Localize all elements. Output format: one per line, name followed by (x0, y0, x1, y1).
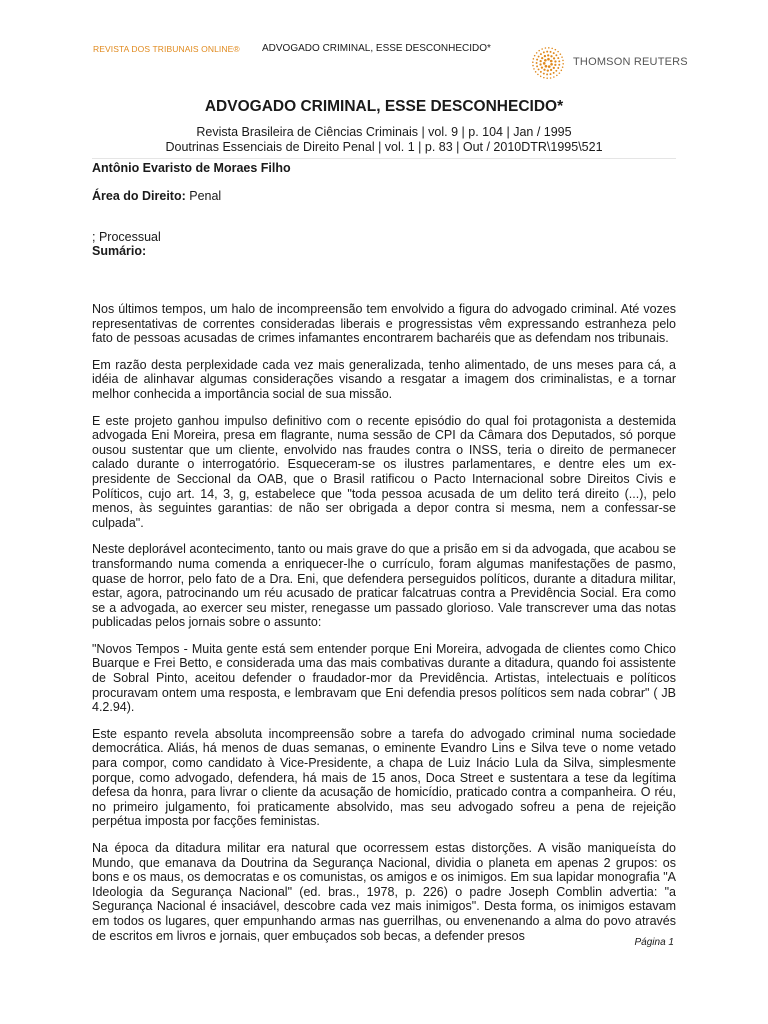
header-divider (92, 158, 676, 159)
author-name: Antônio Evaristo de Moraes Filho (92, 161, 291, 175)
area-processual: ; Processual (92, 230, 161, 244)
page-header (0, 0, 768, 90)
summary-heading: Sumário: (92, 244, 147, 258)
paragraph: Em razão desta perplexidade cada vez mais generalizada, tenho alimentado, de uns meses para cá, a idéia de alinhavar algumas considerações visando a resgatar a imagem dos criminalistas, e a tornar melhor conhecida a importância social de sua missão. (92, 357, 676, 401)
paragraph: Neste deplorável acontecimento, tanto ou mais grave do que a prisão em si da advogada, que acabou se transformando numa comenda a enriquecer-lhe o currículo, foram algumas manifestações de pasmo, quase de horror, pelo fato de a Dra. Eni, que defendera perseguidos políticos, durante a ditadura militar, estar, agora, patrocinando um réu acusado de praticar falcatruas contra a Previdência Social. Era como se a advogada, ao exercer seu mister, renegasse um passado glorioso. Vale transcrever uma das notas publicadas pelos jornais sobre o assunto: (92, 542, 676, 630)
paragraph: Este espanto revela absoluta incompreensão sobre a tarefa do advogado criminal numa sociedade democrática. Aliás, há menos de duas semanas, o eminente Evandro Lins e Silva teve o nome vetado para compor, como candidato à Vice-Presidente, a chapa de Luiz Inácio Lula da Silva, simplesmente porque, como advogado, defendera, há mais de 15 anos, Doca Street e sustentara a tese da legítima defesa da honra, para livrar o cliente da acusação de homicídio, praticado contra a companheira. O réu, no primeiro julgamento, foi praticamente absolvido, mas seu advogado sofreu a pena de rejeição perpétua imposta por facções feministas. (92, 726, 676, 829)
article-body (92, 302, 676, 955)
document-title: ADVOGADO CRIMINAL, ESSE DESCONHECIDO* (204, 98, 564, 115)
area-of-law (92, 189, 221, 203)
area-label: Área do Direito: (92, 189, 186, 203)
running-title: ADVOGADO CRIMINAL, ESSE DESCONHECIDO* (262, 43, 491, 54)
publisher-name: THOMSON REUTERS (573, 56, 688, 68)
paragraph: Na época da ditadura militar era natural que ocorressem estas distorções. A visão maniqueísta do Mundo, que emanava da Doutrina da Segurança Nacional, dividia o planeta em apenas 2 grupos: os bons e os maus, os democratas e os comunistas, os amigos e os inimigos. Em sua lapidar monografia "A Ideologia da Segurança Nacional" (ed. bras., 1978, p. 226) o padre Joseph Comblin advertia: "a Segurança Nacional é insaciável, descobre cada vez mais inimigos". Desta forma, os inimigos estavam em todos os lugares, quer empunhando armas nas guerrilhas, ou envenenando a alma do povo através de escritos em livros e jornais, quer embuçados sob becas, a defender presos (92, 841, 676, 943)
area-value: Penal (185, 189, 222, 203)
reference-line-2: Doutrinas Essenciais de Direito Penal | vol. 1 | p. 83 | Out / 2010DTR\1995\521 (165, 140, 603, 154)
brand-name[interactable]: REVISTA DOS TRIBUNAIS ONLINE® (93, 44, 240, 54)
paragraph: "Novos Tempos - Muita gente está sem entender porque Eni Moreira, advogada de clientes como Chico Buarque e Frei Betto, e considerada uma das mais combativas durante a ditadura, quando foi assistente de Sobral Pinto, aceitou defender o fraudador-mor da Previdência. Artistas, intelectuais e políticos procuravam ontem uma resposta, e lembravam que Eni defendia presos políticos sem nada cobrar" ( JB 4.2.94). (92, 641, 676, 715)
reference-line-1: Revista Brasileira de Ciências Criminais | vol. 9 | p. 104 | Jan / 1995 (196, 125, 572, 139)
thomson-reuters-dot-sphere-icon (530, 45, 566, 81)
paragraph: E este projeto ganhou impulso definitivo com o recente episódio do qual foi protagonista a destemida advogada Eni Moreira, presa em flagrante, numa sessão de CPI da Câmara dos Deputados, só porque ousou sustentar que um cliente, envolvido nas fraudes contra o INSS, teria o direito de permanecer calado durante o interrogatório. Esqueceram-se os ilustres parlamentares, e dentre eles um ex-presidente de Seccional da OAB, que o Brasil ratificou o Pacto Internacional sobre Direitos Civis e Políticos, cujo art. 14, 3, g, estabelece que "toda pessoa acusada de um delito terá direito (...), pelo menos, às seguintes garantias: de não ser obrigada a depor contra si mesma, nem a confessar-se culpada". (92, 413, 676, 530)
paragraph: Nos últimos tempos, um halo de incompreensão tem envolvido a figura do advogado criminal. Até vozes representativas de correntes consideradas liberais e progressistas vêm expressando estranheza pelo fato de pessoas acusadas de crimes infamantes encontrarem bacharéis que as defendam nos tribunais. (92, 302, 676, 346)
page-number: Página 1 (634, 937, 674, 948)
